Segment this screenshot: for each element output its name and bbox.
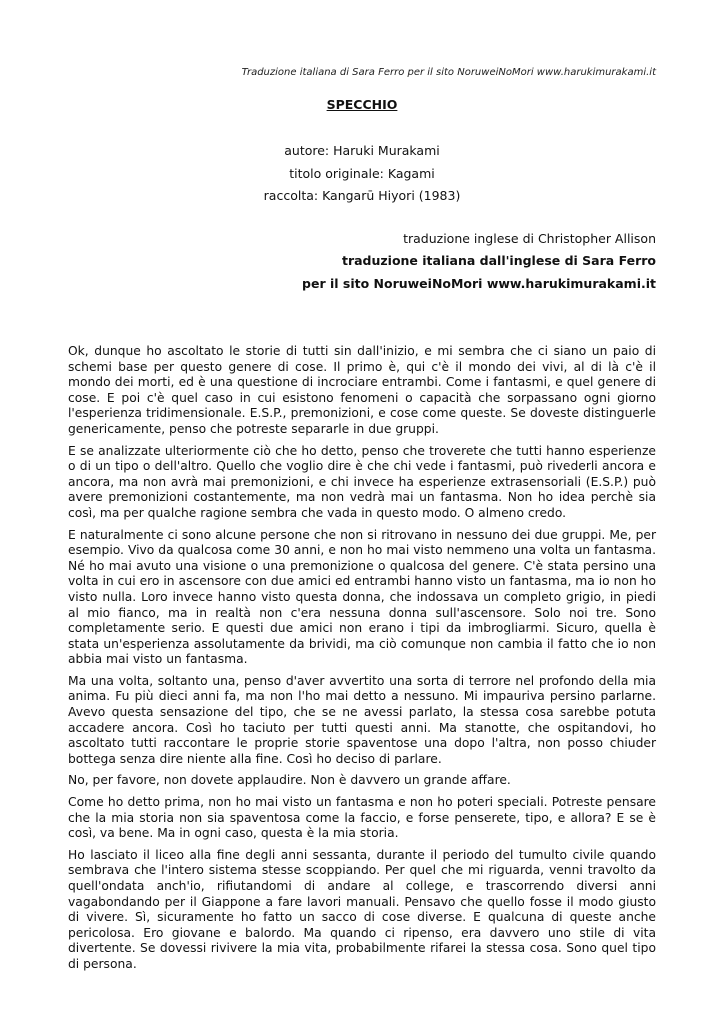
paragraph: No, per favore, non dovete applaudire. Non è davvero un grande affare. [68,773,511,788]
paragraph: Ma una volta, soltanto una, penso d'aver avvertito una sorta di terrore nel profondo della mia anima. Fu più dieci anni fa, ma non l'ho mai detto a nessuno. Mi impauriva persino parlarne. Avevo questa sensazione del tipo, che se ne avessi parlato, la stessa cosa sarebbe potuta accadere ancora. Così ho taciuto per tutti questi anni. Ma stanotte, che ospitandovi, ho ascoltato tutti raccontare le proprie storie spaventose una dopo l'altra, non posso chiuder bottega senza dire niente alla fine. Così ho deciso di parlare. [68,673,656,766]
story-title: SPECCHIO [326,97,398,112]
paragraph: Ok, dunque ho ascoltato le storie di tutti sin dall'inizio, e mi sembra che ci siano un paio di schemi base per questo genere di cose. Il primo è, qui c'è il mondo dei vivi, al di là c'è il mondo dei morti, ed è una questione di incrociare entrambi. Come i fantasmi, e quel genere di cose. E poi c'è quel caso in cui esistono fenomeni o capacità che sorpassano ogni giorno l'esperienza tridimensionale. E.S.P., premonizioni, e cose come queste. Se doveste distinguerle genericamente, penso che potreste separarle in due gruppi. [68,344,656,436]
story-body [68,344,656,979]
paragraph: E se analizzate ulteriormente ciò che ho detto, penso che troverete che tutti hanno esperienze o di un tipo o dell'altro. Quello che voglio dire è che chi vede i fantasmi, può rivederli ancora e ancora, ma non avrà mai premonizioni, e chi invece ha esperienze extrasensoriali (E.S.P.) può avere premonizioni costantemente, ma non vedrà mai un fantasma. Non ho idea perchè sia così, ma per qualche ragione sembra che vada in questo modo. O almeno credo. [68,443,656,520]
author-line: autore: Haruki Murakami [284,143,440,158]
site-credit: per il sito NoruweiNoMori www.harukimurakami.it [302,276,656,291]
running-header: Traduzione italiana di Sara Ferro per il sito NoruweiNoMori www.harukimurakami.it [241,67,656,78]
original-title-line: titolo originale: Kagami [289,166,435,181]
paragraph: Come ho detto prima, non ho mai visto un fantasma e non ho poteri speciali. Potreste pensare che la mia storia non sia spaventosa come la faccio, e forse penserete, tipo, e allora? E se è così, va bene. Ma in ogni caso, questa è la mia storia. [68,795,656,841]
italian-translation-credit: traduzione italiana dall'inglese di Sara Ferro [341,253,656,268]
collection-line: raccolta: Kangarū Hiyori (1983) [263,188,461,203]
paragraph: E naturalmente ci sono alcune persone che non si ritrovano in nessuno dei due gruppi. Me, per esempio. Vivo da qualcosa come 30 anni, e non ho mai visto nemmeno una volta un fantasma. Né ho mai avuto una visione o una premonizione o qualcosa del genere. C'è stata persino una volta in cui ero in ascensore con due amici ed entrambi hanno visto un fantasma, ma io non ho visto nulla. Loro invece hanno visto questa donna, che indossava un completo grigio, in piedi al mio fianco, ma in realtà non c'era nessuna donna sull'ascensore. Solo noi tre. Sono completamente serio. E questi due amici non erano i tipi da imbrogliarmi. Sicuro, quella è stata un'esperienza assolutamente da brividi, ma ciò comunque non cambia il fatto che io non abbia mai visto un fantasma. [68,527,656,667]
english-translation-credit: traduzione inglese di Christopher Allison [403,231,656,246]
paragraph: Ho lasciato il liceo alla fine degli anni sessanta, durante il periodo del tumulto civile quando sembrava che l'intero sistema stesse scoppiando. Per quel che mi riguarda, venni travolto da quell'ondata anch'io, rifiutandomi di andare al college, e trascorrendo diversi anni vagabondando per il Giappone a fare lavori manuali. Pensavo che quello fosse il modo giusto di vivere. Sì, sicuramente ho fatto un sacco di cose diverse. E qualcuna di queste anche pericolosa. Ero giovane e balordo. Ma quando ci ripenso, era davvero uno stile di vita divertente. Se dovessi rivivere la mia vita, probabilmente rifarei la stessa cosa. Sono quel tipo di persona. [68,847,656,971]
